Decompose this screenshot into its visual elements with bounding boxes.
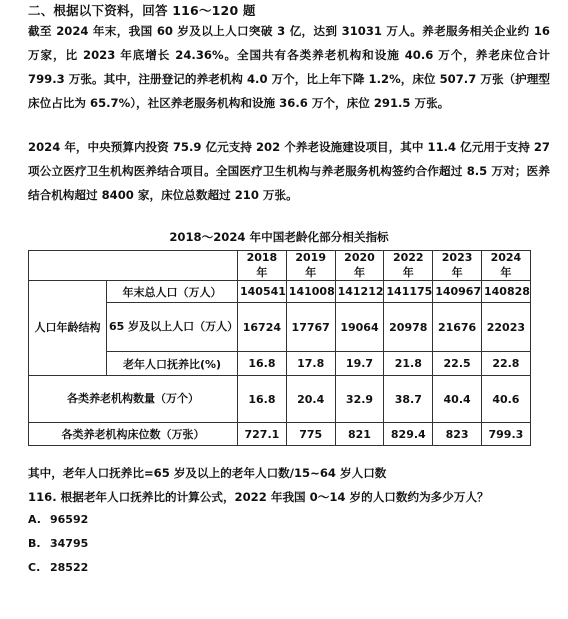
row-label: 65 岁及以上人口（万人） [107,303,238,352]
year-header: 2020 年 [335,251,384,281]
row-label: 各类养老机构数量（万个） [29,376,238,423]
table-cell: 20.4 [286,376,335,423]
row-label: 老年人口抚养比(%) [107,352,238,376]
table-cell: 22.5 [433,352,482,376]
material-paragraph-1: 截至 2024 年末，我国 60 岁及以上人口突破 3 亿，达到 31031 万人。养老服务相关企业约 16 万家，比 2023 年底增长 24.36%。全国共有各类养老机构和设施 40.6 万个，养老床位合计 799.3 万张。其中，注册登记的养老机构 4.0 万个，比上年下降 1.2%，床位 507.7 万张（护理型床位占比为 65.7%），社区养老服务机构和设施 36.6 万个，床位 291.5 万张。 [28,24,550,110]
table-cell: 17.8 [286,352,335,376]
table-cell: 21676 [433,303,482,352]
table-cell: 16.8 [238,376,287,423]
year-header: 2024 年 [481,251,530,281]
table-cell: 20978 [384,303,433,352]
table-cell: 19.7 [335,352,384,376]
formula-note: 其中，老年人口抚养比=65 岁及以上的老年人口数/15~64 岁人口数 [28,466,387,480]
option-letter: C. [28,561,41,574]
table-cell: 38.7 [384,376,433,423]
option-value: 28522 [50,561,89,574]
answer-option-a[interactable] [28,512,88,528]
table-cell: 40.4 [433,376,482,423]
table-cell: 16724 [238,303,287,352]
section-heading: 二、根据以下资料，回答 116～120 题 [28,3,256,18]
table-cell: 141008 [286,281,335,303]
table-cell: 141175 [384,281,433,303]
answer-option-b[interactable] [28,536,88,552]
row-label: 年末总人口（万人） [107,281,238,303]
option-letter: B. [28,537,41,550]
material-paragraph-2: 2024 年，中央预算内投资 75.9 亿元支持 202 个养老设施建设项目，其中 11.4 亿元用于支持 27 项公立医疗卫生机构医养结合项目。全国医疗卫生机构与养老服务机构签约合作超过 8.5 万对；医养结合机构超过 8400 家，床位总数超过 210 万张。 [28,140,550,202]
table-cell: 40.6 [481,376,530,423]
row-group-label: 人口年龄结构 [29,281,107,376]
table-row [29,281,531,303]
table-cell: 821 [335,423,384,446]
year-header: 2019 年 [286,251,335,281]
year-header: 2018 年 [238,251,287,281]
table-corner-cell [29,251,238,281]
aging-indicators-table [28,250,531,446]
table-caption: 2018～2024 年中国老龄化部分相关指标 [169,230,389,244]
table-cell: 799.3 [481,423,530,446]
table-row [29,376,531,423]
row-label: 各类养老机构床位数（万张） [29,423,238,446]
year-header: 2023 年 [433,251,482,281]
year-header: 2022 年 [384,251,433,281]
table-cell: 775 [286,423,335,446]
table-row [29,423,531,446]
table-cell: 32.9 [335,376,384,423]
table-header-row [29,251,531,281]
question-116: 116. 根据老年人口抚养比的计算公式，2022 年我国 0～14 岁的人口数约为多少万人？ [28,490,489,504]
option-value: 34795 [50,537,89,550]
table-cell: 19064 [335,303,384,352]
table-cell: 141212 [335,281,384,303]
table-cell: 829.4 [384,423,433,446]
table-cell: 727.1 [238,423,287,446]
answer-option-c[interactable] [28,560,88,576]
table-cell: 140967 [433,281,482,303]
table-cell: 140828 [481,281,530,303]
table-cell: 21.8 [384,352,433,376]
table-cell: 16.8 [238,352,287,376]
table-cell: 140541 [238,281,287,303]
table-cell: 22023 [481,303,530,352]
option-letter: A. [28,513,41,526]
table-cell: 823 [433,423,482,446]
table-cell: 22.8 [481,352,530,376]
table-cell: 17767 [286,303,335,352]
option-value: 96592 [50,513,89,526]
